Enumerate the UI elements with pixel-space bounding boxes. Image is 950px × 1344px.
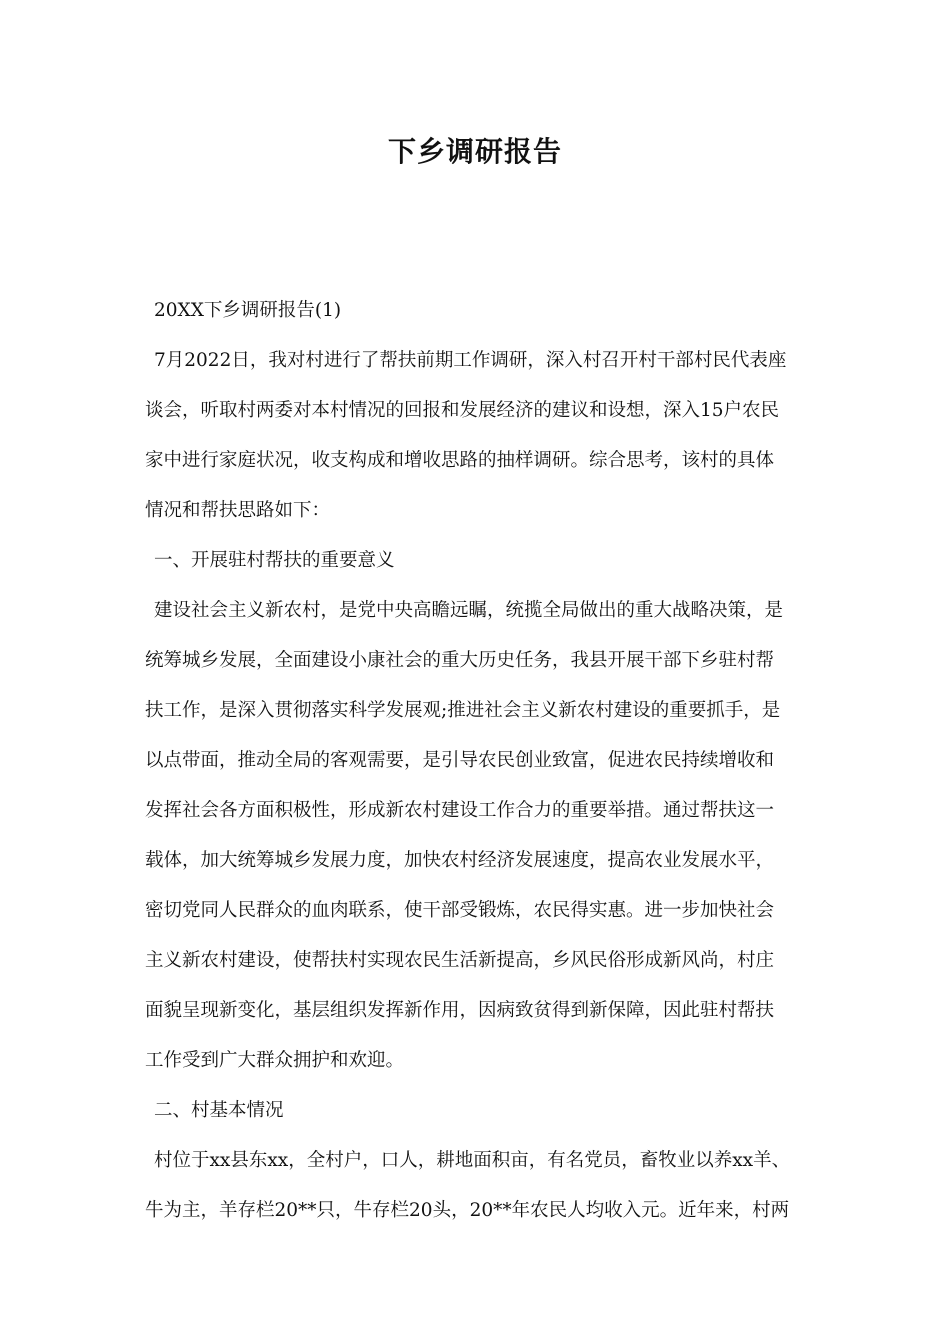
paragraph-line: 7月2022日，我对村进行了帮扶前期工作调研，深入村召开村干部村民代表座 xyxy=(154,350,787,371)
paragraph-line: 谈会，听取村两委对本村情况的回报和发展经济的建议和设想，深入15户农民 xyxy=(145,400,780,421)
paragraph-line: 发挥社会各方面积极性，形成新农村建设工作合力的重要举措。通过帮扶这一 xyxy=(145,800,775,821)
paragraph-line: 主义新农村建设，使帮扶村实现农民生活新提高，乡风民俗形成新风尚，村庄 xyxy=(145,950,775,971)
paragraph-line: 载体，加大统筹城乡发展力度，加快农村经济发展速度，提高农业发展水平， xyxy=(145,850,775,871)
paragraph-line: 扶工作，是深入贯彻落实科学发展观;推进社会主义新农村建设的重要抓手，是 xyxy=(145,700,781,721)
paragraph-line: 情况和帮扶思路如下： xyxy=(145,500,331,521)
section-heading: 二、村基本情况 xyxy=(154,1100,284,1121)
paragraph-line: 统筹城乡发展，全面建设小康社会的重大历史任务，我县开展干部下乡驻村帮 xyxy=(145,650,775,671)
section-heading: 一、开展驻村帮扶的重要意义 xyxy=(154,550,395,571)
paragraph-line: 以点带面，推动全局的客观需要，是引导农民创业致富，促进农民持续增收和 xyxy=(145,750,775,771)
paragraph-line: 密切党同人民群众的血肉联系，使干部受锻炼，农民得实惠。进一步加快社会 xyxy=(145,900,775,921)
report-subtitle: 20XX下乡调研报告(1) xyxy=(154,300,342,321)
paragraph-line: 村位于xx县东xx，全村户，口人，耕地面积亩，有名党员，畜牧业以养xx羊、 xyxy=(154,1150,791,1171)
paragraph-line: 面貌呈现新变化，基层组织发挥新作用，因病致贫得到新保障，因此驻村帮扶 xyxy=(145,1000,775,1021)
document-body xyxy=(145,286,810,1236)
paragraph-line: 建设社会主义新农村，是党中央高瞻远瞩，统揽全局做出的重大战略决策，是 xyxy=(154,600,784,621)
paragraph-line: 工作受到广大群众拥护和欢迎。 xyxy=(145,1050,405,1071)
document-title: 下乡调研报告 xyxy=(387,135,562,168)
paragraph-line: 牛为主，羊存栏20**只，牛存栏20头，20**年农民人均收入元。近年来，村两 xyxy=(145,1200,790,1221)
paragraph-line: 家中进行家庭状况，收支构成和增收思路的抽样调研。综合思考，该村的具体 xyxy=(145,450,775,471)
